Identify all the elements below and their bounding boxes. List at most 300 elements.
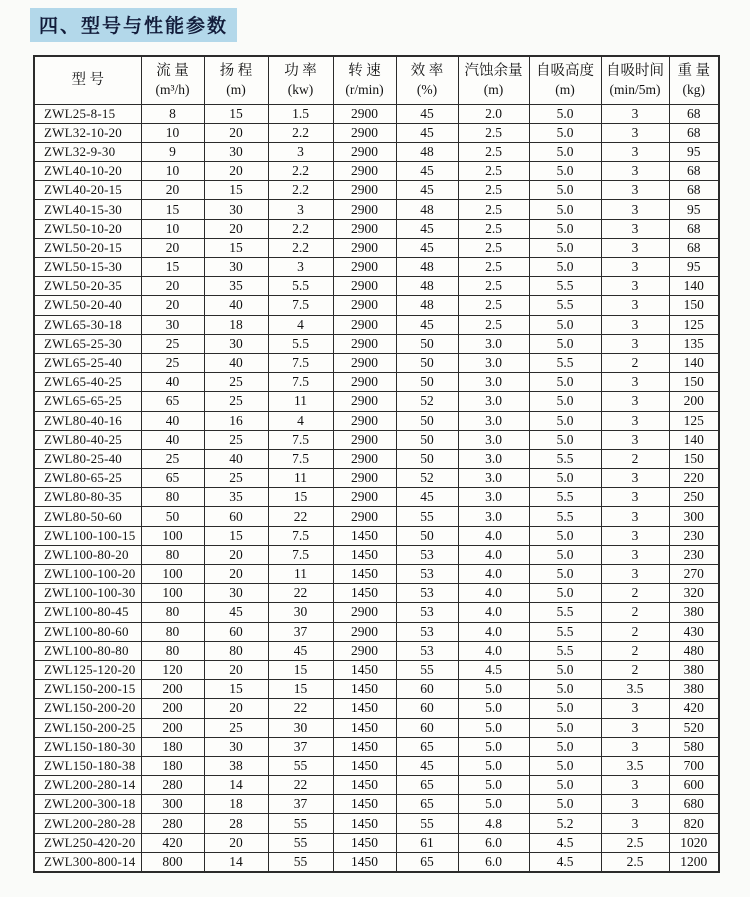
column-unit: (m) [555, 81, 575, 97]
value-cell: 3 [601, 334, 669, 353]
value-cell: 2 [601, 353, 669, 372]
value-cell: 250 [669, 488, 719, 507]
value-cell: 2 [601, 641, 669, 660]
value-cell: 4.0 [458, 584, 529, 603]
table-row [34, 238, 719, 257]
value-cell: 3 [601, 737, 669, 756]
model-cell: ZWL65-30-18 [34, 315, 141, 334]
value-cell: 1450 [333, 795, 396, 814]
value-cell: 1450 [333, 718, 396, 737]
column-header [141, 56, 204, 104]
table-row [34, 852, 719, 871]
column-header [268, 56, 333, 104]
table-row [34, 737, 719, 756]
value-cell: 20 [141, 181, 204, 200]
model-cell: ZWL100-80-20 [34, 545, 141, 564]
table-row [34, 545, 719, 564]
model-cell: ZWL65-25-30 [34, 334, 141, 353]
value-cell: 5.5 [529, 641, 601, 660]
value-cell: 45 [396, 238, 458, 257]
value-cell: 2900 [333, 488, 396, 507]
value-cell: 20 [204, 162, 268, 181]
value-cell: 15 [268, 488, 333, 507]
model-cell: ZWL100-80-45 [34, 603, 141, 622]
value-cell: 37 [268, 795, 333, 814]
value-cell: 3 [268, 258, 333, 277]
value-cell: 2 [601, 584, 669, 603]
model-cell: ZWL80-25-40 [34, 449, 141, 468]
value-cell: 60 [204, 507, 268, 526]
value-cell: 25 [141, 334, 204, 353]
value-cell: 420 [669, 699, 719, 718]
value-cell: 2900 [333, 277, 396, 296]
value-cell: 300 [141, 795, 204, 814]
model-cell: ZWL65-65-25 [34, 392, 141, 411]
value-cell: 1450 [333, 584, 396, 603]
value-cell: 5.5 [529, 277, 601, 296]
value-cell: 5.0 [529, 123, 601, 142]
value-cell: 35 [204, 488, 268, 507]
value-cell: 53 [396, 641, 458, 660]
column-unit: (m³/h) [155, 81, 190, 97]
value-cell: 2.2 [268, 219, 333, 238]
value-cell: 5.0 [529, 776, 601, 795]
model-cell: ZWL80-50-60 [34, 507, 141, 526]
column-header [333, 56, 396, 104]
value-cell: 1450 [333, 545, 396, 564]
value-cell: 20 [141, 238, 204, 257]
value-cell: 45 [396, 219, 458, 238]
value-cell: 7.5 [268, 545, 333, 564]
value-cell: 35 [204, 277, 268, 296]
column-name: 扬 程 [219, 63, 253, 80]
value-cell: 15 [204, 104, 268, 123]
value-cell: 5.0 [529, 565, 601, 584]
value-cell: 20 [141, 296, 204, 315]
model-cell: ZWL250-420-20 [34, 833, 141, 852]
value-cell: 5.0 [458, 756, 529, 775]
table-row [34, 353, 719, 372]
value-cell: 100 [141, 565, 204, 584]
model-cell: ZWL65-40-25 [34, 373, 141, 392]
value-cell: 2.5 [458, 181, 529, 200]
value-cell: 48 [396, 277, 458, 296]
table-row [34, 123, 719, 142]
value-cell: 680 [669, 795, 719, 814]
value-cell: 2.5 [458, 238, 529, 257]
table-row [34, 200, 719, 219]
column-unit: (m) [226, 81, 246, 97]
value-cell: 16 [204, 411, 268, 430]
value-cell: 68 [669, 238, 719, 257]
model-cell: ZWL32-10-20 [34, 123, 141, 142]
table-row [34, 449, 719, 468]
value-cell: 80 [141, 603, 204, 622]
value-cell: 25 [204, 469, 268, 488]
value-cell: 300 [669, 507, 719, 526]
value-cell: 4.0 [458, 545, 529, 564]
column-unit: (m) [483, 81, 504, 97]
value-cell: 50 [396, 373, 458, 392]
value-cell: 14 [204, 852, 268, 871]
value-cell: 14 [204, 776, 268, 795]
value-cell: 270 [669, 565, 719, 584]
value-cell: 5.0 [529, 756, 601, 775]
value-cell: 5.5 [529, 603, 601, 622]
value-cell: 5.5 [529, 296, 601, 315]
table-row [34, 603, 719, 622]
value-cell: 1450 [333, 680, 396, 699]
table-row [34, 833, 719, 852]
value-cell: 68 [669, 104, 719, 123]
value-cell: 5.0 [529, 373, 601, 392]
value-cell: 2900 [333, 469, 396, 488]
value-cell: 30 [204, 334, 268, 353]
value-cell: 2.0 [458, 104, 529, 123]
value-cell: 2900 [333, 373, 396, 392]
value-cell: 15 [141, 200, 204, 219]
value-cell: 30 [268, 718, 333, 737]
value-cell: 600 [669, 776, 719, 795]
table-row [34, 680, 719, 699]
value-cell: 2 [601, 622, 669, 641]
value-cell: 3 [268, 142, 333, 161]
table-row [34, 488, 719, 507]
value-cell: 3 [601, 699, 669, 718]
value-cell: 60 [396, 699, 458, 718]
value-cell: 7.5 [268, 296, 333, 315]
value-cell: 2900 [333, 104, 396, 123]
value-cell: 2900 [333, 162, 396, 181]
value-cell: 5.0 [458, 776, 529, 795]
value-cell: 55 [396, 814, 458, 833]
table-row [34, 411, 719, 430]
model-cell: ZWL80-40-25 [34, 430, 141, 449]
value-cell: 5.0 [458, 795, 529, 814]
value-cell: 7.5 [268, 353, 333, 372]
value-cell: 2.5 [458, 315, 529, 334]
value-cell: 48 [396, 258, 458, 277]
value-cell: 230 [669, 526, 719, 545]
value-cell: 5.0 [458, 680, 529, 699]
table-row [34, 622, 719, 641]
value-cell: 80 [141, 545, 204, 564]
table-row [34, 699, 719, 718]
model-cell: ZWL65-25-40 [34, 353, 141, 372]
value-cell: 1450 [333, 852, 396, 871]
value-cell: 80 [141, 622, 204, 641]
table-row [34, 162, 719, 181]
value-cell: 1450 [333, 699, 396, 718]
value-cell: 200 [669, 392, 719, 411]
column-unit: (kg) [682, 81, 705, 97]
value-cell: 30 [204, 737, 268, 756]
value-cell: 5.0 [529, 162, 601, 181]
value-cell: 520 [669, 718, 719, 737]
value-cell: 48 [396, 200, 458, 219]
value-cell: 1020 [669, 833, 719, 852]
value-cell: 4.5 [529, 852, 601, 871]
value-cell: 3.0 [458, 507, 529, 526]
value-cell: 125 [669, 411, 719, 430]
table-row [34, 641, 719, 660]
value-cell: 2900 [333, 411, 396, 430]
value-cell: 53 [396, 603, 458, 622]
column-header [529, 56, 601, 104]
value-cell: 50 [396, 334, 458, 353]
table-row [34, 258, 719, 277]
column-header [204, 56, 268, 104]
value-cell: 2900 [333, 334, 396, 353]
value-cell: 5.0 [529, 737, 601, 756]
value-cell: 53 [396, 622, 458, 641]
value-cell: 2900 [333, 622, 396, 641]
table-row [34, 277, 719, 296]
value-cell: 45 [396, 315, 458, 334]
column-unit: (%) [416, 81, 438, 97]
value-cell: 5.0 [529, 795, 601, 814]
value-cell: 15 [268, 660, 333, 679]
value-cell: 52 [396, 469, 458, 488]
value-cell: 40 [141, 411, 204, 430]
value-cell: 5.0 [529, 392, 601, 411]
value-cell: 4.8 [458, 814, 529, 833]
table-row [34, 776, 719, 795]
value-cell: 2900 [333, 238, 396, 257]
value-cell: 48 [396, 142, 458, 161]
value-cell: 53 [396, 565, 458, 584]
table-row [34, 469, 719, 488]
value-cell: 2.2 [268, 181, 333, 200]
column-name: 流 量 [156, 63, 189, 80]
value-cell: 55 [396, 660, 458, 679]
value-cell: 150 [669, 449, 719, 468]
model-cell: ZWL150-180-30 [34, 737, 141, 756]
value-cell: 5.5 [268, 277, 333, 296]
value-cell: 5.0 [529, 142, 601, 161]
value-cell: 4 [268, 411, 333, 430]
model-cell: ZWL40-20-15 [34, 181, 141, 200]
value-cell: 125 [669, 315, 719, 334]
value-cell: 2900 [333, 507, 396, 526]
table-row [34, 315, 719, 334]
value-cell: 50 [396, 430, 458, 449]
value-cell: 2.5 [458, 219, 529, 238]
value-cell: 135 [669, 334, 719, 353]
value-cell: 2 [601, 603, 669, 622]
value-cell: 1200 [669, 852, 719, 871]
table-row [34, 795, 719, 814]
value-cell: 65 [396, 776, 458, 795]
table-header-row [34, 56, 719, 104]
value-cell: 480 [669, 641, 719, 660]
column-name: 重 量 [677, 63, 711, 80]
value-cell: 280 [141, 776, 204, 795]
table-row [34, 526, 719, 545]
value-cell: 200 [141, 680, 204, 699]
value-cell: 3.0 [458, 353, 529, 372]
value-cell: 430 [669, 622, 719, 641]
table-row [34, 507, 719, 526]
value-cell: 55 [268, 756, 333, 775]
value-cell: 3 [601, 296, 669, 315]
table-row [34, 756, 719, 775]
value-cell: 20 [204, 545, 268, 564]
model-cell: ZWL150-200-20 [34, 699, 141, 718]
value-cell: 4.0 [458, 603, 529, 622]
value-cell: 25 [204, 718, 268, 737]
value-cell: 3 [601, 430, 669, 449]
model-cell: ZWL50-15-30 [34, 258, 141, 277]
value-cell: 150 [669, 373, 719, 392]
value-cell: 1450 [333, 756, 396, 775]
value-cell: 25 [204, 373, 268, 392]
value-cell: 68 [669, 162, 719, 181]
model-cell: ZWL100-100-20 [34, 565, 141, 584]
value-cell: 820 [669, 814, 719, 833]
value-cell: 40 [204, 296, 268, 315]
value-cell: 10 [141, 123, 204, 142]
table-row [34, 814, 719, 833]
value-cell: 37 [268, 737, 333, 756]
value-cell: 5.0 [529, 584, 601, 603]
column-header [669, 56, 719, 104]
value-cell: 5.0 [529, 545, 601, 564]
table-row [34, 373, 719, 392]
column-header [601, 56, 669, 104]
value-cell: 3 [601, 200, 669, 219]
value-cell: 10 [141, 162, 204, 181]
value-cell: 2900 [333, 296, 396, 315]
value-cell: 2900 [333, 430, 396, 449]
value-cell: 18 [204, 315, 268, 334]
value-cell: 5.5 [529, 507, 601, 526]
value-cell: 140 [669, 353, 719, 372]
table-row [34, 660, 719, 679]
value-cell: 5.2 [529, 814, 601, 833]
value-cell: 9 [141, 142, 204, 161]
value-cell: 45 [396, 488, 458, 507]
value-cell: 50 [396, 411, 458, 430]
value-cell: 50 [396, 526, 458, 545]
value-cell: 1450 [333, 526, 396, 545]
value-cell: 40 [204, 353, 268, 372]
value-cell: 5.0 [529, 469, 601, 488]
value-cell: 11 [268, 469, 333, 488]
value-cell: 1450 [333, 776, 396, 795]
value-cell: 180 [141, 737, 204, 756]
value-cell: 7.5 [268, 449, 333, 468]
value-cell: 25 [204, 392, 268, 411]
value-cell: 38 [204, 756, 268, 775]
value-cell: 200 [141, 718, 204, 737]
value-cell: 18 [204, 795, 268, 814]
value-cell: 2900 [333, 353, 396, 372]
value-cell: 52 [396, 392, 458, 411]
value-cell: 45 [268, 641, 333, 660]
value-cell: 5.0 [529, 258, 601, 277]
value-cell: 7.5 [268, 430, 333, 449]
value-cell: 80 [141, 488, 204, 507]
value-cell: 2.5 [458, 296, 529, 315]
value-cell: 1450 [333, 565, 396, 584]
model-cell: ZWL40-15-30 [34, 200, 141, 219]
value-cell: 3 [601, 104, 669, 123]
value-cell: 50 [396, 449, 458, 468]
value-cell: 3.0 [458, 334, 529, 353]
value-cell: 60 [396, 680, 458, 699]
value-cell: 5.0 [529, 334, 601, 353]
value-cell: 2.5 [458, 200, 529, 219]
value-cell: 1450 [333, 737, 396, 756]
value-cell: 2900 [333, 392, 396, 411]
model-cell: ZWL100-80-80 [34, 641, 141, 660]
value-cell: 50 [396, 353, 458, 372]
value-cell: 2.5 [458, 142, 529, 161]
value-cell: 3 [601, 507, 669, 526]
value-cell: 80 [204, 641, 268, 660]
value-cell: 45 [204, 603, 268, 622]
value-cell: 5.0 [529, 315, 601, 334]
value-cell: 20 [204, 565, 268, 584]
model-cell: ZWL32-9-30 [34, 142, 141, 161]
value-cell: 2900 [333, 181, 396, 200]
value-cell: 15 [204, 526, 268, 545]
value-cell: 45 [396, 162, 458, 181]
page-title: 四、型号与性能参数 [30, 8, 237, 42]
value-cell: 68 [669, 219, 719, 238]
value-cell: 2.5 [458, 258, 529, 277]
value-cell: 20 [204, 219, 268, 238]
value-cell: 45 [396, 756, 458, 775]
column-name: 自吸高度 [536, 63, 594, 80]
value-cell: 30 [204, 142, 268, 161]
model-cell: ZWL40-10-20 [34, 162, 141, 181]
value-cell: 3 [601, 469, 669, 488]
value-cell: 3 [268, 200, 333, 219]
table-row [34, 565, 719, 584]
value-cell: 4.0 [458, 526, 529, 545]
value-cell: 3 [601, 526, 669, 545]
value-cell: 2.2 [268, 123, 333, 142]
value-cell: 2.5 [601, 852, 669, 871]
table-row [34, 219, 719, 238]
value-cell: 15 [141, 258, 204, 277]
value-cell: 800 [141, 852, 204, 871]
value-cell: 40 [204, 449, 268, 468]
table-row [34, 142, 719, 161]
value-cell: 3 [601, 545, 669, 564]
value-cell: 25 [141, 353, 204, 372]
value-cell: 5.5 [268, 334, 333, 353]
value-cell: 30 [204, 584, 268, 603]
value-cell: 53 [396, 545, 458, 564]
model-cell: ZWL200-300-18 [34, 795, 141, 814]
value-cell: 22 [268, 507, 333, 526]
value-cell: 5.5 [529, 449, 601, 468]
value-cell: 3 [601, 277, 669, 296]
value-cell: 3.0 [458, 469, 529, 488]
value-cell: 2900 [333, 258, 396, 277]
value-cell: 11 [268, 392, 333, 411]
value-cell: 68 [669, 123, 719, 142]
value-cell: 95 [669, 142, 719, 161]
value-cell: 420 [141, 833, 204, 852]
table-row [34, 104, 719, 123]
value-cell: 3.0 [458, 488, 529, 507]
column-name: 效 率 [410, 63, 444, 80]
value-cell: 1.5 [268, 104, 333, 123]
